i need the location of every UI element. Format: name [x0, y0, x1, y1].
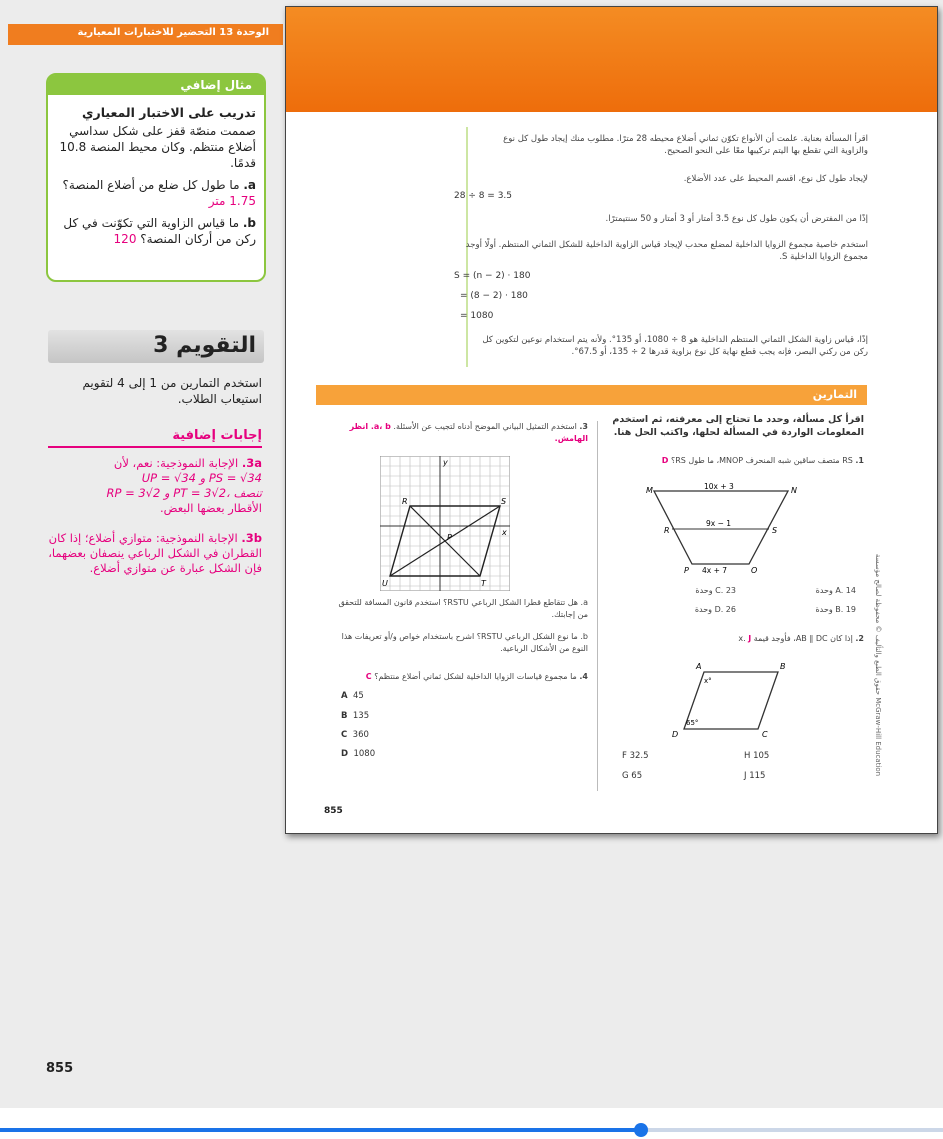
q2-choice-h: H 105: [744, 751, 770, 761]
parallelogram-figure: [666, 657, 796, 739]
q1-label: 1.: [855, 456, 864, 465]
answer-3b-label: 3b.: [241, 531, 262, 545]
assessment-text: استخدم التمارين من 1 إلى 4 لتقويم استيعاب الطلاب.: [82, 376, 262, 406]
q1-choice-c: C. 23 وحدة: [695, 586, 736, 595]
q2-text: إذا كان AB ∥ DC، فأوجد قيمة x.: [738, 634, 853, 643]
q2-answer: J: [748, 634, 752, 643]
qb-answer: 120: [113, 232, 137, 246]
q4-choice-d-value: 1080: [353, 749, 376, 759]
label-N: N: [791, 486, 797, 495]
q3-answer: a، b. انظر الهامش.: [349, 422, 588, 443]
side-credit-text: حقوق الطبع والتأليف © محفوظة لصالح مؤسسة McGraw-Hill Education: [874, 553, 882, 777]
example-question-b: [58, 215, 256, 247]
label-x-angle: x°: [704, 677, 712, 685]
question-1: [606, 455, 864, 467]
answer-3a-math2: RP = 3√2 و PT = 3√2، تنصف: [106, 486, 262, 500]
page-progress-fill: [0, 1128, 641, 1132]
graph-label-y: y: [443, 458, 448, 467]
answer-3a-text2: الأقطار بعضها البعض.: [159, 501, 262, 515]
reading-p4: استخدم خاصية مجموع الزوايا الداخلية لمضلع محدب لإيجاد قياس الزاوية الداخلية للشكل الثماني المنتظم. أولًا أوجد مجموع الزوايا الداخلية S.: [465, 240, 868, 262]
qb-label: b.: [242, 216, 256, 230]
answer-3a-label: 3a.: [241, 456, 262, 470]
extra-answers-title: إجابات إضافية: [172, 428, 262, 443]
q1-choice-b: B. 19 وحدة: [815, 605, 856, 614]
column-divider: [597, 421, 598, 791]
answer-3b: [48, 531, 262, 576]
answer-3b-text: الإجابة النموذجية: متوازي أضلاع؛ إذا كان القطران في الشكل الرباعي ينصفان بعضهما، فإن الشكل عبارة عن متوازي أضلاع.: [48, 531, 262, 575]
q4-choice-b: B 135: [341, 711, 370, 721]
additional-example-header: [48, 75, 264, 95]
q4-text: ما مجموع قياسات الزوايا الداخلية لشكل ثماني أضلاع منتظم؟: [374, 672, 577, 681]
q4-choice-a-value: 45: [353, 691, 364, 701]
page-header-band: [286, 7, 937, 112]
graph-label-R: R: [402, 497, 408, 506]
reading-eq3: = (8 − 2) · 180: [460, 291, 528, 301]
qb-text: ما قياس الزاوية التي تكوّنت في كل ركن من أركان المنصة؟: [63, 216, 256, 246]
label-R: R: [664, 526, 670, 535]
example-intro: صممت منصّة قفز على شكل سداسي أضلاع منتظم. وكان محيط المنصة 10.8 قدمًا.: [59, 124, 256, 170]
exercises-title: التمارين: [812, 388, 857, 401]
additional-example-box: [46, 73, 266, 282]
assessment-section-title: 3 التقويم: [153, 333, 256, 358]
question-4: [326, 671, 588, 683]
answer-3a: [48, 456, 262, 516]
q4-choice-c: C 360: [341, 730, 369, 740]
student-page: [285, 6, 938, 834]
question-3: [326, 421, 588, 445]
label-65-angle: 65°: [686, 719, 699, 727]
page-number: 855: [324, 806, 343, 816]
label-A: A: [696, 662, 702, 671]
q1-choice-a: A. 14 وحدة: [815, 586, 856, 595]
trapezoid-figure: [626, 479, 816, 575]
reading-p3: إذًا من المفترض أن يكون طول كل نوع 3.5 أمتار أو 3 أمتار و 50 سنتيمترًا.: [605, 214, 868, 224]
reading-p2: لإيجاد طول كل نوع، اقسم المحيط على عدد الأضلاع.: [683, 174, 868, 184]
graph-label-P: P: [447, 533, 452, 542]
example-question-a: [58, 177, 256, 209]
reading-eq2: S = (n − 2) · 180: [454, 271, 531, 281]
q1-text: RS متصف ساقين شبه المنحرف MNOP، ما طول RS؟: [670, 456, 853, 465]
exercise-instructions: اقرأ كل مسألة، وحدد ما تحتاج إلى معرفته، ثم استخدم المعلومات الواردة في المسألة لحلها، واكتب الحل هنا.: [612, 414, 864, 438]
q1-answer: D: [661, 456, 669, 465]
reading-p5: إذًا، قياس زاوية الشكل الثماني المنتظم الداخلية هو 8 ÷ 1080، أو 135°. ولأنه يتم استخدام نوعين لتكوين كل ركن من ركني البصر، فإنه يجب قطع نهاية كل نوع بزاوية قدرها 2 ÷ 135، أو 67.5°.: [482, 335, 868, 357]
viewer-bottom-bar: [0, 1108, 943, 1139]
qa-label: a.: [243, 178, 256, 192]
q4-choice-d: D 1080: [341, 749, 376, 759]
reading-eq1: 28 ÷ 8 = 3.5: [454, 191, 513, 201]
exercises-banner: [316, 385, 867, 405]
graph-label-x: x: [502, 528, 507, 537]
answer-3a-text: الإجابة النموذجية: نعم، لأن: [113, 456, 239, 470]
label-top-length: 10x + 3: [704, 482, 734, 491]
label-P: P: [684, 566, 689, 575]
graph-label-S: S: [501, 497, 507, 506]
graph-label-U: U: [382, 579, 388, 588]
assessment-section-header: [48, 330, 264, 363]
label-D: D: [672, 730, 679, 739]
q2-choice-g: G 65: [622, 771, 643, 781]
q3-part-b: b. ما نوع الشكل الرباعي RSTU؟ اشرح باستخدام خواص و/أو تعريفات هذا النوع من الأشكال الرباعية.: [341, 632, 588, 653]
label-bottom-length: 4x + 7: [702, 566, 728, 575]
sidebar-page-number: 855: [46, 1061, 74, 1076]
q4-choice-c-value: 360: [352, 730, 369, 740]
graph-label-T: T: [481, 579, 486, 588]
q1-choice-d: D. 26 وحدة: [694, 605, 736, 614]
label-O: O: [751, 566, 758, 575]
q4-answer: C: [365, 672, 372, 681]
answer-3a-math1: UP = √34 و PS = √34: [141, 471, 262, 485]
additional-example-body: [58, 105, 256, 247]
q3-part-a: a. هل تتقاطع قطرا الشكل الرباعي RSTU؟ استخدم قانون المسافة للتحقق من إجابتك.: [338, 598, 588, 619]
reading-eq4: = 1080: [460, 311, 494, 321]
side-credit: [872, 537, 884, 797]
additional-example-title: مثال إضافي: [180, 78, 252, 92]
unit-banner: [8, 24, 283, 45]
example-title: تدريب على الاختبار المعياري: [82, 105, 256, 120]
coordinate-graph: [380, 456, 510, 591]
extra-answers-rule: [48, 446, 262, 448]
label-M: M: [646, 486, 653, 495]
q4-choice-b-value: 135: [352, 711, 370, 721]
q4-label: 4.: [579, 672, 588, 681]
label-C: C: [762, 730, 768, 739]
label-S: S: [772, 526, 778, 535]
question-2: [606, 633, 864, 645]
label-mid-length: 9x − 1: [706, 519, 732, 528]
q2-choice-j: J 115: [744, 771, 766, 781]
qa-answer: 1.75 متر: [208, 194, 256, 208]
reading-p1: اقرأ المسألة بعناية. علمت أن الأنواع تكوّن ثماني أضلاع محيطه 28 مترًا. مطلوب منك إيجاد طول كل نوع والزاوية التي تقطع بها اليتم تركيبها معًا على النحو الصحيح.: [503, 134, 868, 156]
unit-banner-text: الوحدة 13 التحضير للاختبارات المعيارية: [77, 27, 269, 38]
label-B: B: [780, 662, 786, 671]
q3-text: استخدم التمثيل البياني الموضح أدناه لتجيب عن الأسئلة.: [393, 422, 577, 431]
q4-choice-a: A 45: [341, 691, 364, 701]
q3-label: 3.: [579, 422, 588, 431]
q2-choice-f: F 32.5: [622, 751, 649, 761]
qa-text: ما طول كل ضلع من أضلاع المنصة؟: [62, 178, 240, 192]
q2-label: 2.: [855, 634, 864, 643]
